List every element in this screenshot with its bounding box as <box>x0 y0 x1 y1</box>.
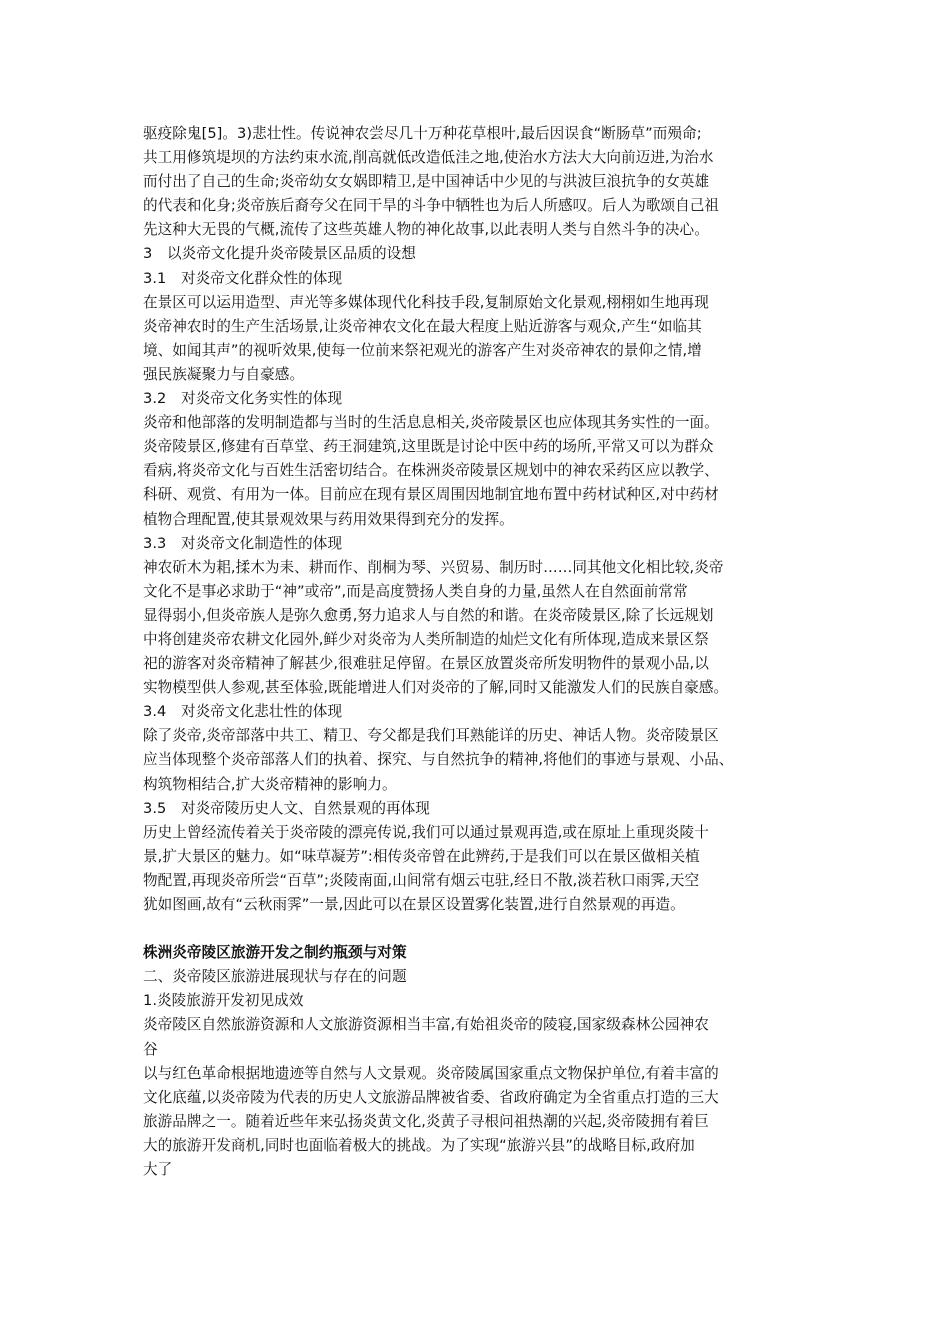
text-line: 科研、观赏、有用为一体。目前应在现有景区周围因地制宜地布置中药材试种区,对中药材 <box>143 486 719 504</box>
text-line: 的代表和化身;炎帝族后裔夸父在同干旱的斗争中牺牲也为后人所感叹。后人为歌颂自己祖 <box>143 197 720 215</box>
article-2-title: 株洲炎帝陵区旅游开发之制约瓶颈与对策 <box>143 944 407 962</box>
text-line: 驱疫除鬼[5]。3)悲壮性。传说神农尝尽几十万种花草根叶,最后因误食“断肠草”而殒命; <box>143 125 702 142</box>
article-2-body-1 <box>143 1013 813 1061</box>
text-line: 文化底蕴,以炎帝陵为代表的历史人文旅游品牌被省委、省政府确定为全省重点打造的三大 <box>143 1088 719 1106</box>
section-3-3-body <box>143 556 813 701</box>
text-line: 除了炎帝,炎帝部落中共工、精卫、夸父都是我们耳熟能详的历史、神话人物。炎帝陵景区 <box>143 727 719 745</box>
paragraph-mythology-tragic <box>143 122 813 242</box>
text-line: 历史上曾经流传着关于炎帝陵的漂亮传说,我们可以通过景观再造,或在原址上重现炎陵十 <box>143 823 709 841</box>
section-3-2-body <box>143 411 813 531</box>
text-line: 景,扩大景区的魅力。如“味草凝芳”:相传炎帝曾在此辨药,于是我们可以在景区做相关植 <box>143 847 700 865</box>
text-line: 植物合理配置,使其景观效果与药用效果得到充分的发挥。 <box>143 510 514 528</box>
section-3-1-heading: 3.1 对炎帝文化群众性的体现 <box>143 269 343 287</box>
text-line: 炎帝陵景区,修建有百草堂、药王洞建筑,这里既是讨论中医中药的场所,平常又可以为群众 <box>143 438 714 456</box>
text-line: 大的旅游开发商机,同时也面临着极大的挑战。为了实现“旅游兴县”的战略目标,政府加 <box>143 1136 695 1154</box>
section-3-4-body <box>143 724 813 796</box>
text-line: 神农斫木为耜,揉木为耒、耕而作、削桐为琴、兴贸易、制历时……同其他文化相比较,炎帝 <box>143 558 724 576</box>
text-line: 以与红色革命根据地遗迹等自然与人文景观。炎帝陵属国家重点文物保护单位,有着丰富的 <box>143 1064 719 1082</box>
text-line: 构筑物相结合,扩大炎帝精神的影响力。 <box>143 775 397 793</box>
text-line: 显得弱小,但炎帝族人是弥久愈勇,努力追求人与自然的和谐。在炎帝陵景区,除了长远规划 <box>143 606 714 624</box>
text-line: 先这种大无畏的气概,流传了这些英雄人物的神化故事,以此表明人类与自然斗争的决心。 <box>143 221 709 239</box>
section-3-5-heading: 3.5 对炎帝陵历史人文、自然景观的再体现 <box>143 799 430 817</box>
text-line: 在景区可以运用造型、声光等多媒体现代化科技手段,复制原始文化景观,栩栩如生地再现 <box>143 293 709 311</box>
text-line: 旅游品牌之一。随着近些年来弘扬炎黄文化,炎黄子寻根问祖热潮的兴起,炎帝陵拥有着巨 <box>143 1112 709 1130</box>
text-line: 大了 <box>143 1161 173 1179</box>
section-3-heading: 3 以炎帝文化提升炎帝陵景区品质的设想 <box>143 245 416 263</box>
text-line: 犹如图画,故有“云秋雨霁”一景,因此可以在景区设置雾化装置,进行自然景观的再造。 <box>143 896 685 913</box>
section-3-2-heading: 3.2 对炎帝文化务实性的体现 <box>143 390 343 408</box>
text-line: 祀的游客对炎帝精神了解甚少,很难驻足停留。在景区放置炎帝所发明物件的景观小品,以 <box>143 655 709 673</box>
document-page <box>143 122 813 1182</box>
article-2-subsection-heading: 1.炎陵旅游开发初见成效 <box>143 992 304 1010</box>
text-line: 实物模型供人参观,甚至体验,既能增进人们对炎帝的了解,同时又能激发人们的民族自豪感。 <box>143 679 729 697</box>
blank-line <box>143 917 813 941</box>
article-2-section-heading: 二、炎帝陵区旅游进展现状与存在的问题 <box>143 968 407 986</box>
text-line: 看病,将炎帝文化与百姓生活密切结合。在株洲炎帝陵景区规划中的神农采药区应以教学、 <box>143 462 719 480</box>
text-line: 谷 <box>143 1040 158 1058</box>
text-line: 炎帝神农时的生产生活场景,让炎帝神农文化在最大程度上贴近游客与观众,产生“如临其 <box>143 317 702 335</box>
text-line: 中将创建炎帝农耕文化园外,鲜少对炎帝为人类所制造的灿烂文化有所体现,造成来景区祭 <box>143 630 709 648</box>
text-line: 境、如闻其声”的视听效果,使每一位前来祭祀观光的游客产生对炎帝神农的景仰之情,增 <box>143 341 702 359</box>
text-line: 文化不是事必求助于“神”或帝”,而是高度赞扬人类自身的力量,虽然人在自然面前常常 <box>143 582 688 600</box>
section-3-5-body <box>143 821 813 917</box>
text-line: 炎帝和他部落的发明制造都与当时的生活息息相关,炎帝陵景区也应体现其务实性的一面。 <box>143 414 719 432</box>
text-line: 物配置,再现炎帝所尝“百草”;炎陵南面,山间常有烟云屯驻,经日不散,淡若秋口雨霁,天空 <box>143 871 700 889</box>
text-line: 强民族凝聚力与自豪感。 <box>143 365 305 383</box>
section-3-1-body <box>143 291 813 387</box>
section-3-3-heading: 3.3 对炎帝文化制造性的体现 <box>143 534 343 552</box>
section-3-4-heading: 3.4 对炎帝文化悲壮性的体现 <box>143 703 343 721</box>
text-line: 而付出了自己的生命;炎帝幼女女娲即精卫,是中国神话中少见的与洪波巨浪抗争的女英雄 <box>143 173 710 191</box>
article-2-body-2 <box>143 1062 813 1182</box>
text-line: 共工用修筑堤坝的方法约束水流,削高就低改造低洼之地,使治水方法大大向前迈进,为治水 <box>143 149 714 167</box>
text-line: 应当体现整个炎帝部落人们的执着、探究、与自然抗争的精神,将他们的事迹与景观、小品、 <box>143 751 734 769</box>
text-line: 炎帝陵区自然旅游资源和人文旅游资源相当丰富,有始祖炎帝的陵寝,国家级森林公园神农 <box>143 1016 709 1034</box>
